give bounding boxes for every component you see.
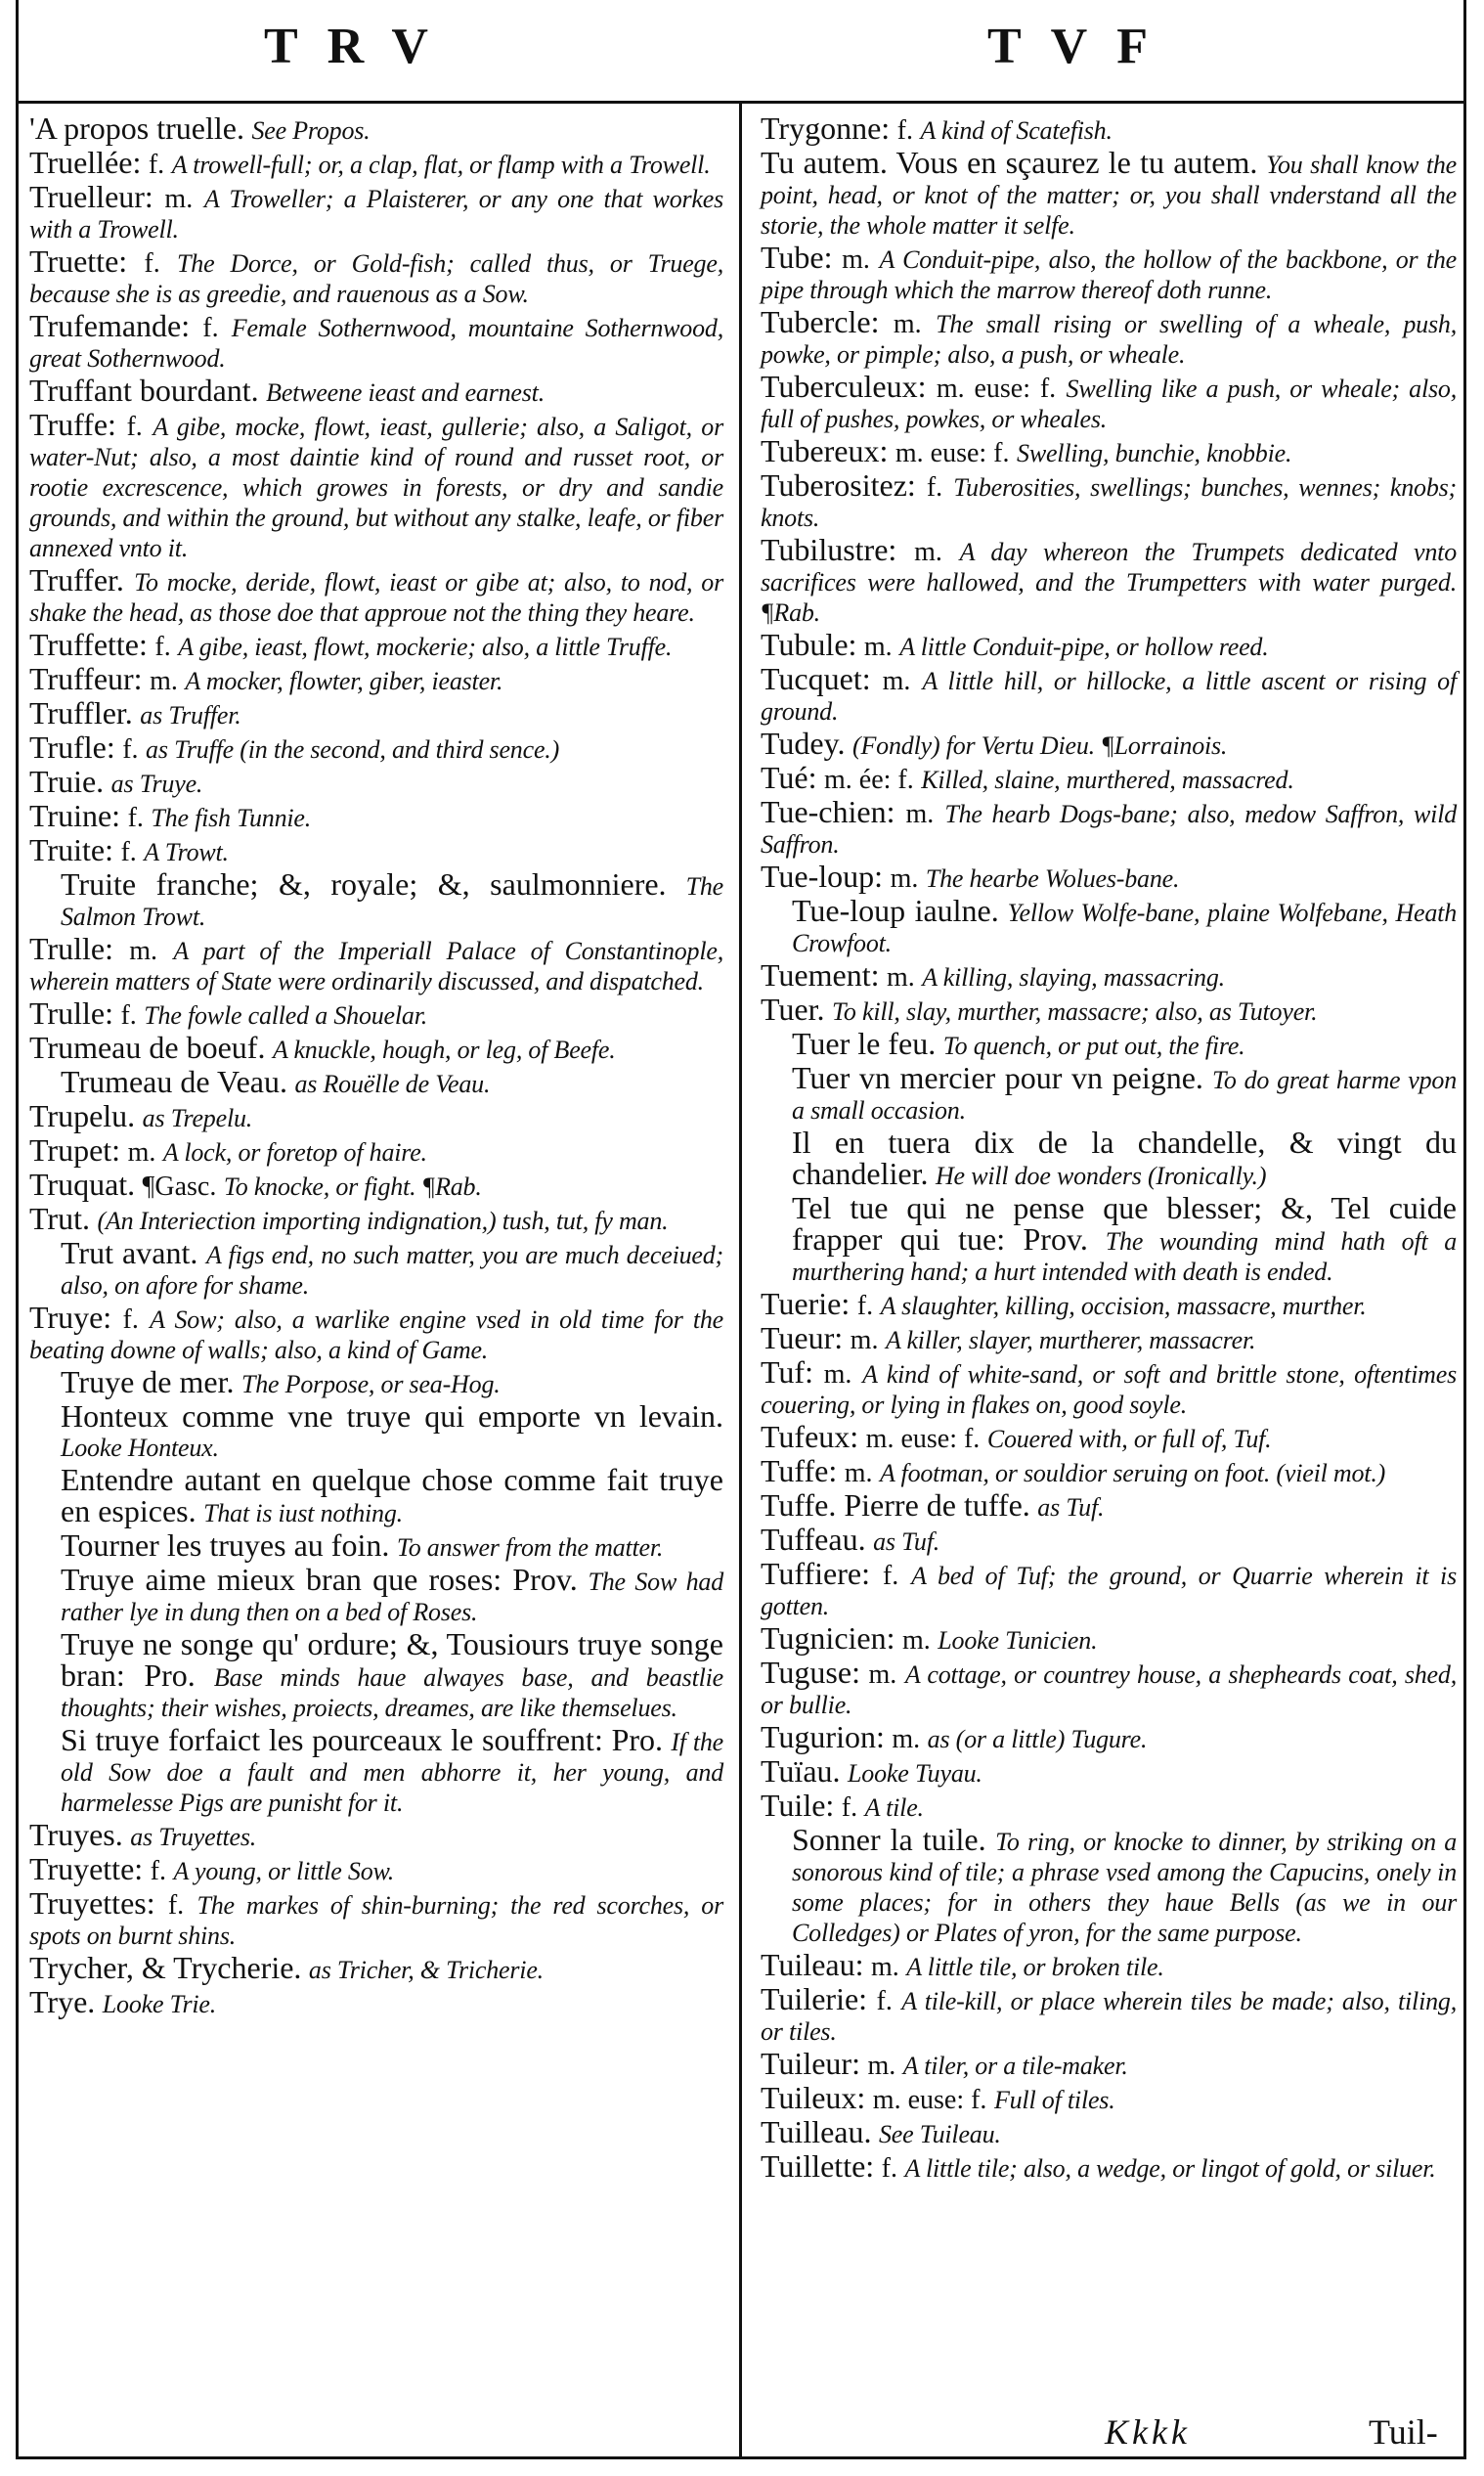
dictionary-entry xyxy=(29,407,723,563)
entry-grammar: m. xyxy=(902,1625,931,1656)
dictionary-entry xyxy=(29,308,723,374)
dictionary-entry xyxy=(29,1201,723,1236)
dictionary-entry xyxy=(761,2114,1457,2149)
dictionary-entry xyxy=(761,369,1458,434)
entry-grammar: m. xyxy=(863,632,893,662)
entry-headword: Truye ne songe qu' ordure; &, Tousiours truye songe bran: Pro. xyxy=(61,1626,723,1693)
catchword: Tuil- xyxy=(1369,2412,1438,2452)
entry-definition: The fish Tunnie. xyxy=(151,804,312,832)
dictionary-entry xyxy=(29,1132,723,1168)
entry-definition: The Porpose, or sea-Hog. xyxy=(240,1370,501,1398)
entry-grammar: m. xyxy=(842,244,870,275)
running-head-right: TVF xyxy=(987,19,1177,74)
dictionary-entry xyxy=(761,794,1458,860)
entry-definition: To answer from the matter. xyxy=(396,1533,664,1562)
dictionary-entry xyxy=(761,1354,1457,1420)
entry-definition: Female Sothernwood, mountaine Sothernwood, great Sothernwood. xyxy=(29,314,723,373)
entry-definition: If the old Sow doe a fault and men abhorre it, her young, and harmelesse Pigs are punisht for it. xyxy=(61,1728,724,1817)
entry-headword: Truelleur: xyxy=(29,179,153,214)
entry-grammar: m. xyxy=(887,962,915,993)
dictionary-entry xyxy=(792,1060,1458,1126)
entry-headword: Tuer. xyxy=(761,992,825,1027)
dictionary-entry xyxy=(29,732,723,765)
dictionary-entry xyxy=(761,240,1458,305)
entry-headword: Truquat. xyxy=(29,1167,136,1202)
right-border-rule xyxy=(1463,0,1466,2459)
entry-headword: Trumeau de Veau. xyxy=(61,1064,287,1099)
entry-grammar: f. xyxy=(202,313,219,343)
dictionary-entry xyxy=(761,1719,1457,1754)
entry-headword: Tube: xyxy=(761,240,833,275)
dictionary-entry xyxy=(29,1167,723,1202)
entry-headword: Tourner les truyes au foin. xyxy=(61,1527,390,1563)
entry-definition: To kill, slay, murther, massacre; also, as Tutoyer. xyxy=(832,997,1318,1026)
dictionary-entry xyxy=(61,866,724,932)
entry-definition: as Rouëlle de Veau. xyxy=(294,1070,491,1098)
dictionary-entry xyxy=(761,1320,1457,1355)
column-divider xyxy=(739,101,742,2459)
entry-headword: Truffeur: xyxy=(29,661,143,696)
entry-headword: Tuffe: xyxy=(761,1453,838,1488)
entry-definition: That is iust nothing. xyxy=(203,1499,403,1527)
entry-grammar: f. xyxy=(126,412,143,442)
entry-headword: Tuillette: xyxy=(761,2148,875,2184)
dictionary-entry xyxy=(61,1626,724,1723)
entry-headword: Tue-loup iaulne. xyxy=(792,893,999,928)
entry-definition: as Tuf. xyxy=(873,1527,940,1556)
left-column xyxy=(29,113,723,2021)
entry-headword: Tu autem. Vous en sçaurez le tu autem. xyxy=(761,145,1258,180)
entry-definition: A part of the Imperiall Palace of Constantinople, wherein matters of State were ordinarily discussed, and dispatched. xyxy=(29,937,724,995)
entry-grammar: m. euse: f. xyxy=(872,2085,987,2115)
entry-headword: Tuer le feu. xyxy=(792,1026,937,1061)
dictionary-entry xyxy=(29,1030,723,1065)
entry-grammar: f. xyxy=(120,1000,137,1031)
entry-grammar: m. xyxy=(871,1952,899,1982)
entry-headword: Tuement: xyxy=(761,957,880,993)
dictionary-entry xyxy=(29,243,723,309)
dictionary-entry xyxy=(761,957,1457,993)
entry-grammar: f. xyxy=(120,837,137,867)
entry-grammar: m. xyxy=(893,309,922,339)
entry-definition: You shall know the point, head, or knot of the matter; or, you shall vnderstand all the storie, the whole matter it selfe. xyxy=(761,151,1458,240)
entry-grammar: f. xyxy=(167,1890,185,1921)
entry-headword: Tuer vn mercier pour vn peigne. xyxy=(792,1060,1203,1095)
dictionary-entry xyxy=(761,1419,1457,1454)
entry-grammar: f. xyxy=(122,734,139,765)
entry-grammar: m. xyxy=(905,799,935,829)
entry-headword: Il en tuera dix de la chandelle, & vingt du chandelier. xyxy=(792,1125,1457,1191)
entry-headword: Tucquet: xyxy=(761,661,871,696)
entry-grammar: f. xyxy=(154,632,171,662)
entry-definition: A figs end, no such matter, you are much deceiued; also, on afore for shame. xyxy=(61,1241,724,1300)
entry-definition: A slaughter, killing, occision, massacre, murther. xyxy=(880,1292,1367,1320)
entry-grammar: m. euse: f. xyxy=(936,374,1057,404)
entry-definition: The small rising or swelling of a wheale, push, powke, or pimple; also, a push, or wheale. xyxy=(761,310,1458,369)
entry-headword: Tudey. xyxy=(761,726,846,761)
entry-headword: Tuileur: xyxy=(761,2046,860,2081)
entry-grammar: m. ée: f. xyxy=(824,765,914,795)
entry-definition: The wounding mind hath oft a murthering hand; a hurt intended with death is ended. xyxy=(792,1227,1458,1286)
dictionary-entry xyxy=(761,1286,1457,1321)
dictionary-entry xyxy=(761,433,1457,468)
entry-definition: Betweene ieast and earnest. xyxy=(266,378,546,407)
entry-definition: A Sow; also, a warlike engine vsed in old time for the beating downe of walls; also, a kind of Game. xyxy=(29,1305,723,1364)
entry-definition: To knocke, or fight. ¶Rab. xyxy=(223,1172,482,1201)
entry-grammar: f. xyxy=(122,1304,139,1335)
entry-definition: as Tuf. xyxy=(1037,1493,1105,1522)
entry-headword: Tufeux: xyxy=(761,1419,859,1454)
entry-definition: A day whereon the Trumpets dedicated vnto sacrifices were hallowed, and the Trumpetters with water purged. ¶Rab. xyxy=(761,538,1458,627)
dictionary-entry xyxy=(29,1851,723,1886)
entry-definition: To do great harme vpon a small occasion. xyxy=(792,1066,1458,1125)
dictionary-entry xyxy=(29,373,723,408)
entry-headword: Tuileau: xyxy=(761,1947,864,1982)
entry-definition: A Trowt. xyxy=(144,838,229,866)
entry-headword: Tuilleau. xyxy=(761,2114,872,2149)
entry-headword: Trut avant. xyxy=(61,1235,198,1270)
entry-definition: A mocker, flowter, giber, ieaster. xyxy=(185,667,503,695)
dictionary-entry xyxy=(761,1788,1457,1823)
dictionary-entry xyxy=(29,1885,723,1951)
dictionary-entry xyxy=(761,760,1457,795)
entry-headword: Tuf: xyxy=(761,1354,813,1390)
entry-headword: Trye. xyxy=(29,1984,96,2019)
dictionary-entry xyxy=(761,1453,1457,1488)
entry-headword: Trufemande: xyxy=(29,308,191,343)
entry-definition: A tile-kill, or place wherein tiles be made; also, tiling, or tiles. xyxy=(761,1987,1458,2046)
entry-headword: Truyettes: xyxy=(29,1885,155,1921)
dictionary-entry xyxy=(761,1487,1457,1523)
entry-grammar: m. xyxy=(844,1458,873,1488)
entry-headword: Tuguse: xyxy=(761,1655,860,1690)
entry-headword: Tuberculeux: xyxy=(761,369,927,404)
dictionary-entry xyxy=(761,2046,1457,2081)
entry-headword: Truyette: xyxy=(29,1851,144,1886)
entry-headword: Tugurion: xyxy=(761,1719,885,1754)
entry-grammar: m. xyxy=(150,666,178,696)
dictionary-entry xyxy=(29,798,723,833)
dictionary-entry xyxy=(61,1562,723,1627)
entry-grammar: m. euse: f. xyxy=(895,438,1010,468)
dictionary-entry xyxy=(761,1655,1457,1720)
entry-definition: (An Interiection importing indignation,) tush, tut, fy man. xyxy=(97,1207,669,1235)
right-column xyxy=(761,113,1457,2186)
entry-headword: Tubilustre: xyxy=(761,532,897,567)
entry-definition: as Truffer. xyxy=(140,701,241,730)
entry-definition: A bed of Tuf; the ground, or Quarrie wherein it is gotten. xyxy=(761,1562,1457,1620)
entry-definition: as (or a little) Tugure. xyxy=(927,1725,1148,1753)
dictionary-entry xyxy=(29,562,723,628)
dictionary-entry xyxy=(29,995,723,1031)
entry-grammar: f. xyxy=(882,1561,899,1591)
entry-definition: A knuckle, hough, or leg, of Beefe. xyxy=(272,1036,616,1064)
entry-headword: Sonner la tuile. xyxy=(792,1822,986,1857)
left-border-rule xyxy=(16,0,19,2459)
entry-definition: Swelling, bunchie, knobbie. xyxy=(1017,439,1292,467)
dictionary-entry xyxy=(761,467,1458,533)
dictionary-entry xyxy=(761,1556,1457,1621)
dictionary-entry xyxy=(29,627,723,662)
dictionary-entry xyxy=(29,832,723,867)
dictionary-entry xyxy=(761,1522,1457,1557)
dictionary-entry xyxy=(29,145,723,180)
entry-headword: Tugnicien: xyxy=(761,1620,895,1656)
entry-definition: A gibe, mocke, flowt, ieast, gullerie; also, a Saligot, or water-Nut; also, a most daintie kind of round and russet root, or rootie excrescence, which growes in forests, or dry and sandie grounds, and within the ground, but without any stalke, leafe, or fiber annexed vnto it. xyxy=(29,413,723,562)
entry-definition: The hearbe Wolues-bane. xyxy=(925,864,1180,893)
entry-headword: Truffler. xyxy=(29,695,133,730)
dictionary-entry xyxy=(29,1817,723,1852)
dictionary-entry xyxy=(761,1620,1457,1656)
entry-definition: To quench, or put out, the fire. xyxy=(942,1032,1245,1060)
entry-grammar: f. xyxy=(876,1986,893,2016)
entry-grammar: m. xyxy=(823,1359,852,1390)
entry-definition: A Troweller; a Plaisterer, or any one that workes with a Trowell. xyxy=(29,185,724,243)
entry-headword: Tué: xyxy=(761,760,817,795)
entry-definition: (Fondly) for Vertu Dieu. ¶Lorrainois. xyxy=(852,731,1228,760)
entry-grammar: f. xyxy=(144,248,160,279)
running-head-left: TRV xyxy=(264,19,458,74)
entry-definition: The Dorce, or Gold-fish; called thus, or Truege, because she is as greedie, and rauenous as a Sow. xyxy=(29,249,723,308)
entry-definition: To ring, or knocke to dinner, by striking on a sonorous kind of tile; a phrase vsed among the Capucins, onely in some places; for in others they haue Bells (as we in our Colledges) or Plates of yron, for the same purpose. xyxy=(792,1828,1458,1947)
entry-headword: Tue-chien: xyxy=(761,794,895,829)
entry-definition: See Propos. xyxy=(251,116,371,145)
dictionary-entry xyxy=(761,992,1457,1027)
dictionary-entry xyxy=(29,113,723,146)
entry-definition: The hearb Dogs-bane; also, medow Saffron, wild Saffron. xyxy=(761,800,1458,859)
dictionary-entry xyxy=(792,1822,1458,1948)
entry-definition: A little tile; also, a wedge, or lingot of gold, or siluer. xyxy=(904,2154,1436,2183)
entry-grammar: f. xyxy=(881,2153,897,2184)
entry-definition: A young, or little Sow. xyxy=(173,1857,395,1885)
entry-grammar: m. xyxy=(164,184,194,214)
entry-headword: Si truye forfaict les pourceaux le souffrent: Pro. xyxy=(61,1722,664,1757)
entry-definition: A little Conduit-pipe, or hollow reed. xyxy=(899,633,1269,661)
entry-definition: See Tuileau. xyxy=(879,2120,1001,2148)
entry-definition: A cottage, or countrey house, a shepheards coat, shed, or bullie. xyxy=(761,1660,1457,1719)
entry-grammar: f. xyxy=(841,1792,858,1823)
dictionary-entry xyxy=(61,1064,723,1099)
entry-headword: Trulle: xyxy=(29,931,113,966)
entry-grammar: m. xyxy=(868,1659,897,1690)
entry-definition: Looke Tuyau. xyxy=(848,1759,982,1788)
entry-grammar: m. xyxy=(882,666,911,696)
entry-headword: Truye: xyxy=(29,1300,112,1335)
entry-definition: A killer, slayer, murtherer, massacrer. xyxy=(885,1326,1256,1354)
entry-headword: Tuffeau. xyxy=(761,1522,866,1557)
entry-definition: A Conduit-pipe, also, the hollow of the backbone, or the pipe through which the marrow thereof doth runne. xyxy=(761,245,1458,304)
entry-headword: Trycher, & Trycherie. xyxy=(29,1950,302,1985)
entry-definition: A tile. xyxy=(864,1793,924,1822)
dictionary-entry xyxy=(29,931,724,996)
entry-grammar: m. xyxy=(890,863,919,894)
entry-headword: Tuile: xyxy=(761,1788,835,1823)
dictionary-entry xyxy=(761,661,1457,727)
entry-headword: Truffette: xyxy=(29,627,148,662)
entry-definition: A gibe, ieast, flowt, mockerie; also, a little Truffe. xyxy=(178,633,673,661)
dictionary-entry xyxy=(29,764,723,799)
entry-definition: Yellow Wolfe-bane, plaine Wolfebane, Heath Crowfoot. xyxy=(792,899,1457,957)
dictionary-entry xyxy=(761,113,1457,146)
entry-definition: A tiler, or a tile-maker. xyxy=(902,2052,1128,2080)
entry-headword: Tuberositez: xyxy=(761,467,916,503)
entry-headword: Trulle: xyxy=(29,995,113,1031)
entry-grammar: f. xyxy=(148,150,165,180)
dictionary-entry xyxy=(61,1398,723,1463)
entry-definition: A little tile, or broken tile. xyxy=(906,1953,1164,1981)
entry-headword: Tubereux: xyxy=(761,433,889,468)
entry-headword: Truye de mer. xyxy=(61,1364,235,1399)
entry-definition: Looke Tunicien. xyxy=(938,1626,1098,1655)
entry-definition: Killed, slaine, murthered, massacred. xyxy=(921,766,1294,794)
entry-definition: To mocke, deride, flowt, ieast or gibe at; also, to nod, or shake the head, as those doe that approue not the thing they heare. xyxy=(29,568,723,627)
entry-headword: Truye aime mieux bran que roses: Prov. xyxy=(61,1562,578,1597)
entry-headword: Truite franche; &, royale; &, saulmonniere. xyxy=(61,866,667,902)
entry-headword: Honteux comme vne truye qui emporte vn levain. xyxy=(61,1398,723,1434)
entry-headword: Tubercle: xyxy=(761,304,880,339)
dictionary-entry xyxy=(61,1462,723,1528)
entry-definition: A lock, or foretop of haire. xyxy=(162,1138,427,1167)
entry-headword: Tuïau. xyxy=(761,1753,841,1789)
dictionary-entry xyxy=(761,1753,1457,1789)
dictionary-entry xyxy=(761,726,1457,761)
entry-definition: The markes of shin-burning; the red scorches, or spots on burnt shins. xyxy=(29,1891,723,1950)
entry-headword: Truette: xyxy=(29,243,128,279)
entry-headword: Truffe: xyxy=(29,407,116,442)
dictionary-entry xyxy=(29,1300,723,1365)
entry-grammar: m. euse: f. xyxy=(865,1424,981,1454)
entry-grammar: m. xyxy=(127,1137,156,1168)
entry-definition: as Truffe (in the second, and third sence.) xyxy=(146,735,560,764)
entry-grammar: m. xyxy=(914,537,942,567)
entry-headword: Truffer. xyxy=(29,562,124,597)
dictionary-entry xyxy=(61,1364,723,1399)
entry-definition: The fowle called a Shouelar. xyxy=(144,1001,428,1030)
entry-headword: Entendre autant en quelque chose comme fait truye en espices. xyxy=(61,1462,723,1528)
entry-definition: as Trepelu. xyxy=(142,1104,253,1132)
dictionary-entry xyxy=(792,1190,1458,1287)
dictionary-entry xyxy=(61,1235,724,1301)
entry-headword: Tuileux: xyxy=(761,2080,866,2115)
entry-headword: Tuilerie: xyxy=(761,1981,868,2016)
entry-headword: Tuffiere: xyxy=(761,1556,870,1591)
dictionary-entry xyxy=(761,859,1457,894)
dictionary-entry xyxy=(29,1984,723,2019)
entry-definition: A kind of Scatefish. xyxy=(920,116,1113,145)
entry-headword: Trufle: xyxy=(29,730,115,765)
entry-headword: Trupet: xyxy=(29,1132,121,1168)
dictionary-entry xyxy=(761,2080,1457,2115)
dictionary-entry xyxy=(761,532,1458,628)
dictionary-entry xyxy=(761,627,1457,662)
entry-headword: Tueur: xyxy=(761,1320,844,1355)
entry-headword: Trygonne: xyxy=(761,111,891,146)
entry-definition: Looke Honteux. xyxy=(61,1434,219,1462)
entry-definition: A trowell-full; or, a clap, flat, or flamp with a Trowell. xyxy=(171,151,711,179)
entry-headword: Truine: xyxy=(29,798,121,833)
entry-grammar: f. xyxy=(926,472,943,503)
entry-grammar: f. xyxy=(896,115,913,146)
dictionary-entry xyxy=(792,1026,1457,1061)
entry-grammar: ¶Gasc. xyxy=(142,1172,217,1202)
entry-definition: Looke Trie. xyxy=(102,1990,217,2018)
entry-definition: as Truye. xyxy=(110,770,203,798)
entry-definition: A kind of white-sand, or soft and brittle stone, oftentimes couering, or lying in flakes on, good soyle. xyxy=(761,1360,1457,1419)
dictionary-entry xyxy=(29,1098,723,1133)
dictionary-entry xyxy=(761,1981,1458,2047)
dictionary-entry xyxy=(792,1127,1457,1191)
entry-definition: Base minds haue alwayes base, and beastlie thoughts; their wishes, proiects, dreames, are like themselues. xyxy=(61,1663,724,1722)
entry-headword: Trumeau de boeuf. xyxy=(29,1030,266,1065)
entry-definition: The Sow had rather lye in dung then on a bed of Roses. xyxy=(61,1568,723,1626)
dictionary-entry xyxy=(792,893,1457,958)
entry-definition: Full of tiles. xyxy=(993,2086,1115,2114)
entry-headword: Tuffe. Pierre de tuffe. xyxy=(761,1487,1030,1523)
entry-headword: Trupelu. xyxy=(29,1098,136,1133)
entry-grammar: m. xyxy=(867,2051,896,2081)
entry-grammar: f. xyxy=(856,1291,874,1321)
entry-headword: 'A propos truelle. xyxy=(29,111,244,146)
entry-definition: as Truyettes. xyxy=(130,1823,257,1851)
entry-definition: The Salmon Trowt. xyxy=(61,872,724,931)
entry-headword: Truyes. xyxy=(29,1817,123,1852)
entry-grammar: m. xyxy=(892,1724,921,1754)
entry-headword: Tue-loup: xyxy=(761,859,884,894)
entry-grammar: f. xyxy=(127,803,144,833)
entry-definition: A footman, or souldior seruing on foot. (vieil mot.) xyxy=(880,1459,1386,1487)
entry-definition: Swelling like a push, or wheale; also, full of pushes, powkes, or wheales. xyxy=(761,375,1458,433)
dictionary-entry xyxy=(61,1722,724,1818)
entry-definition: A little hill, or hillocke, a little ascent or rising of ground. xyxy=(761,667,1457,726)
entry-definition: as Tricher, & Tricherie. xyxy=(308,1956,544,1984)
entry-headword: Trut. xyxy=(29,1201,90,1236)
signature-mark: Kkkk xyxy=(1105,2412,1191,2452)
dictionary-entry xyxy=(29,695,723,730)
entry-headword: Truellée: xyxy=(29,145,142,180)
entry-headword: Truffant bourdant. xyxy=(29,373,259,408)
dictionary-entry xyxy=(29,179,724,244)
dictionary-entry xyxy=(761,304,1458,370)
dictionary-entry xyxy=(29,661,723,696)
dictionary-entry xyxy=(761,2148,1457,2184)
dictionary-entry xyxy=(61,1527,723,1563)
dictionary-entry xyxy=(761,1947,1457,1982)
entry-headword: Tel tue qui ne pense que blesser; &, Tel cuide frapper qui tue: Prov. xyxy=(792,1190,1457,1257)
dictionary-entry xyxy=(761,145,1458,241)
entry-definition: He will doe wonders (Ironically.) xyxy=(935,1162,1267,1190)
entry-definition: Couered with, or full of, Tuf. xyxy=(986,1425,1272,1453)
entry-headword: Truite: xyxy=(29,832,113,867)
entry-definition: Tuberosities, swellings; bunches, wennes; knobs; knots. xyxy=(761,473,1458,532)
entry-headword: Truie. xyxy=(29,764,105,799)
dictionary-entry xyxy=(29,1950,723,1985)
entry-grammar: m. xyxy=(129,936,158,966)
entry-headword: Tuerie: xyxy=(761,1286,851,1321)
entry-grammar: f. xyxy=(150,1856,166,1886)
entry-headword: Tubule: xyxy=(761,627,857,662)
entry-definition: A killing, slaying, massacring. xyxy=(922,963,1225,992)
entry-grammar: m. xyxy=(850,1325,879,1355)
